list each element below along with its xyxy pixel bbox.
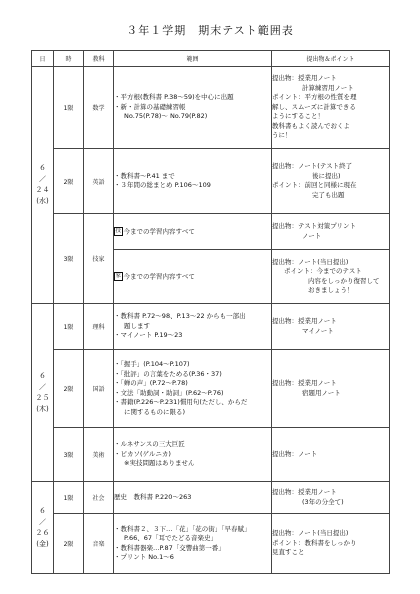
day-weekday: (木)	[36, 404, 49, 413]
range-text: 今までの学習内容すべて	[123, 272, 195, 280]
points-cell	[272, 428, 390, 482]
range-cell	[114, 350, 272, 428]
subject-cell: 理科	[84, 304, 114, 350]
points-line: 提出物：授業用ノート	[272, 317, 337, 325]
subject-cell: 社会	[84, 482, 114, 514]
period-cell: 2限	[54, 514, 84, 574]
day-slash: ／	[39, 382, 46, 391]
day-date: ２５	[35, 393, 50, 402]
points-line: 見直すこと	[272, 548, 305, 557]
range-line: ・新・計算の基礎練習帳	[114, 102, 186, 111]
range-line: ・プリント No.1～6	[114, 553, 174, 561]
points-line: マイノート	[302, 326, 334, 335]
points-line: 提出物：授業用ノート	[272, 379, 337, 387]
range-line: ・教科書２、３下…「花」「花の街」「早春賦」	[114, 524, 251, 533]
header-subject: 教科	[84, 51, 114, 67]
header-points: 提出物＆ポイント	[272, 51, 390, 67]
day-month: ６	[39, 164, 46, 172]
home-ec-badge: 家	[115, 272, 122, 279]
points-line: 提出物：ノート(当日提出)	[272, 529, 349, 538]
range-line: ・３年間の総まとめ P.106～109	[114, 181, 211, 189]
header-range: 範囲	[114, 51, 272, 67]
points-cell	[272, 149, 390, 214]
period-cell: 2限	[54, 149, 84, 214]
points-line: 提出物：ノート	[272, 449, 318, 458]
day-slash: ／	[39, 517, 46, 526]
range-line: ・文法「助動詞・助詞」(P.62～P.76)	[114, 388, 224, 397]
points-line: おきましょう！	[308, 286, 354, 294]
range-text: 今までの学習内容すべて	[123, 227, 195, 235]
table-row	[32, 482, 390, 514]
range-line: ・教科書 P.72～98、P.13～22 からも一部出	[114, 312, 246, 321]
points-line: 後に提出)	[312, 171, 341, 180]
day-date: ２６	[35, 528, 50, 537]
range-line: ・教科書器楽…P.87「交響曲第一番」	[114, 543, 225, 552]
points-line: 提出物：授業用ノート	[272, 74, 337, 83]
points-cell	[272, 214, 390, 250]
range-line: ・教科書～P.41 まで	[114, 171, 175, 180]
page-title: ３年１学期 期末テスト範囲表	[126, 24, 294, 37]
range-line: ・書籍(P.226～P.231)慣用句(ただし、からだ	[114, 398, 248, 406]
day-date: ２４	[35, 186, 50, 194]
tech-badge: 技	[115, 227, 122, 234]
table-row	[32, 514, 390, 574]
header-day: 日	[32, 51, 54, 67]
range-line: ・マイノート P.19～23	[114, 331, 183, 340]
day-weekday: (金)	[36, 539, 49, 548]
points-line: 内容をしっかり復習して	[308, 276, 380, 285]
points-line: 解し、スムーズに計算できる	[272, 102, 356, 111]
points-line: ポイント：前回と同様に現在	[272, 181, 357, 189]
subject-cell: 数学	[84, 67, 114, 149]
subject-cell: 音楽	[84, 514, 114, 574]
points-cell	[272, 304, 390, 350]
table-row	[32, 149, 390, 214]
range-cell	[114, 67, 272, 149]
header-period: 時	[54, 51, 84, 67]
points-line: うに！	[272, 131, 292, 140]
range-line: ・「蝉の声」(P.72～P.78)	[114, 379, 188, 387]
subject-cell: 美術	[84, 428, 114, 482]
points-line: 宿題用ノート	[302, 388, 341, 397]
range-line: ※実技問題はありません	[124, 459, 195, 468]
points-line: 提出物：テスト対策プリント	[272, 222, 356, 230]
range-line: 題します	[124, 321, 150, 330]
range-cell	[114, 428, 272, 482]
range-line: ・「批評」の言葉をためる(P.36・37)	[114, 369, 222, 378]
range-line: ・「握手」(P.104～P.107)	[114, 360, 190, 368]
day-weekday: (水)	[36, 197, 49, 205]
range-cell	[114, 214, 272, 250]
points-line: ポイント：教科書をしっかり	[272, 538, 357, 547]
day-cell	[32, 304, 54, 482]
range-line	[114, 272, 271, 282]
range-line: 歴史 教科書 P.220～263	[114, 492, 192, 501]
range-line: ・ピカソ(ゲルニカ)	[114, 449, 171, 458]
range-cell	[114, 149, 272, 214]
period-cell: 1限	[54, 67, 84, 149]
period-cell: 1限	[54, 482, 84, 514]
table-row	[32, 214, 390, 250]
subject-cell: 技家	[84, 214, 114, 304]
range-cell	[114, 304, 272, 350]
header-row	[32, 51, 390, 67]
day-slash: ／	[39, 175, 46, 183]
table-row	[32, 428, 390, 482]
table-row	[32, 350, 390, 428]
period-cell: 3限	[54, 428, 84, 482]
subject-cell: 国語	[84, 350, 114, 428]
points-line: 提出物：授業用ノート	[272, 488, 337, 496]
points-cell	[272, 250, 390, 304]
day-month: ６	[39, 371, 46, 380]
points-line: (3年の分全て)	[302, 497, 344, 506]
points-line: ようにすること！	[272, 112, 324, 121]
range-line	[114, 227, 271, 237]
table-row	[32, 304, 390, 350]
day-cell	[32, 482, 54, 574]
points-cell	[272, 67, 390, 149]
subject-cell: 英語	[84, 149, 114, 214]
range-line: No.75(P.78)～ No.79(P.82)	[124, 112, 208, 121]
period-cell: 2限	[54, 350, 84, 428]
points-line: 教科書もよく読んでおくよ	[272, 121, 350, 130]
points-line: ポイント：今までのテスト	[284, 267, 362, 275]
exam-range-table	[31, 50, 390, 574]
points-line: 計算練習用ノート	[302, 83, 354, 92]
points-line: 完了も出題	[312, 190, 345, 199]
day-month: ６	[39, 506, 46, 515]
range-cell	[114, 482, 272, 514]
range-line: ・平方根(教科書 P.38～59)を中心に出題	[114, 93, 234, 102]
period-cell: 1限	[54, 304, 84, 350]
points-cell	[272, 350, 390, 428]
points-line: 提出物：ノート(当日提出)	[272, 257, 349, 266]
points-cell	[272, 514, 390, 574]
points-cell	[272, 482, 390, 514]
table-row	[32, 67, 390, 149]
points-line: 提出物：ノート(テスト終了	[272, 162, 353, 170]
range-line: に関するものに限る)	[124, 407, 186, 416]
range-cell	[114, 514, 272, 574]
range-line: ・ルネサンスの三大巨匠	[114, 440, 185, 449]
range-line: P.66、67「耳でたどる音楽史」	[124, 534, 218, 542]
period-cell: 3限	[54, 214, 84, 304]
points-line: ポイント：平方根の性質を理	[272, 93, 357, 102]
range-cell	[114, 250, 272, 304]
day-cell	[32, 67, 54, 304]
points-line: ノート	[302, 231, 322, 240]
